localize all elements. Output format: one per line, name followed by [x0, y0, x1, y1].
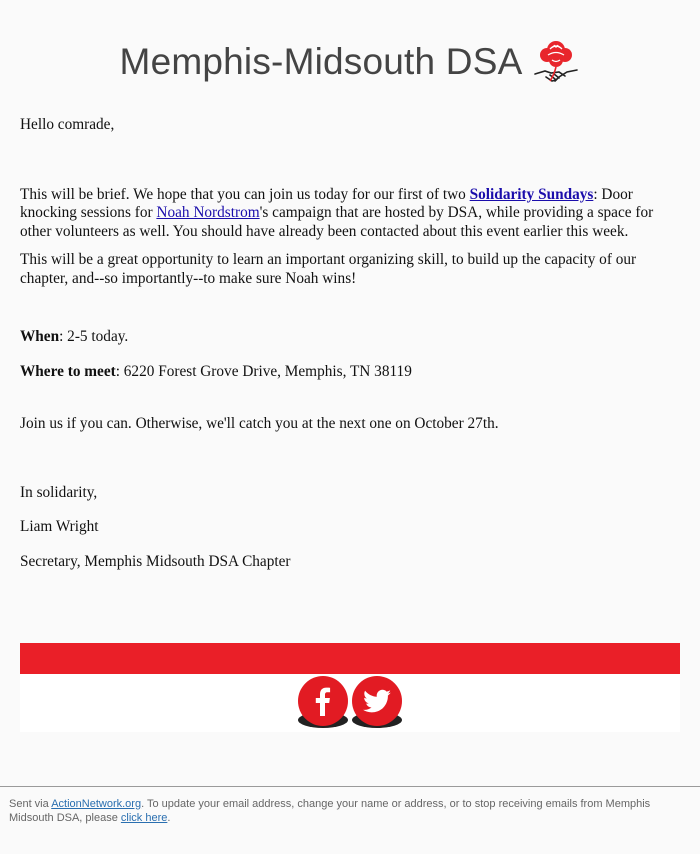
when-line — [20, 328, 682, 347]
opportunity-paragraph: This will be a great opportunity to learn an important organizing skill, to build up the capacity of our chapter, and--so importantly--to make sure Noah wins! — [20, 251, 637, 287]
where-line — [20, 363, 682, 382]
where-value: : 6220 Forest Grove Drive, Memphis, TN 38119 — [115, 362, 412, 380]
twitter-button[interactable] — [350, 676, 404, 730]
intro-paragraph: This will be brief. We hope that you can join us today for our first of two Solidarity Sundays: Door knocking sessions for Noah Nordstrom's campaign that are hosted by DSA, while providing a space for other volunteers as well. You should have already been contacted about this event earlier this week. — [20, 185, 654, 240]
org-title: Memphis-Midsouth DSA — [119, 41, 523, 82]
signer-title: Secretary, Memphis Midsouth DSA Chapter — [20, 552, 291, 570]
footer-divider — [0, 786, 700, 787]
solidarity-sundays-link[interactable]: Solidarity Sundays — [469, 185, 594, 203]
twitter-icon — [350, 676, 404, 730]
footer-red-band — [20, 643, 680, 674]
closing: In solidarity, — [20, 483, 98, 501]
footer-text: Sent via ActionNetwork.org. To update your email address, change your name or address, or to stop receiving emails from Memphis Midsouth DSA, please click here. — [9, 798, 651, 824]
noah-nordstrom-link[interactable]: Noah Nordstrom — [156, 204, 260, 221]
facebook-icon — [296, 676, 350, 730]
email-body — [20, 116, 682, 571]
signer-name: Liam Wright — [20, 518, 99, 535]
actionnetwork-link[interactable]: ActionNetwork.org — [51, 798, 142, 810]
join-paragraph: Join us if you can. Otherwise, we'll catch you at the next one on October 27th. — [20, 415, 499, 432]
greeting: Hello comrade, — [20, 116, 115, 133]
email-header — [0, 36, 700, 88]
when-label: When — [20, 328, 60, 345]
unsubscribe-link[interactable]: click here — [120, 812, 168, 824]
where-label: Where to meet — [20, 362, 116, 380]
facebook-button[interactable] — [296, 676, 350, 730]
rose-handshake-icon — [532, 36, 580, 88]
when-value: : 2-5 today. — [59, 328, 129, 345]
